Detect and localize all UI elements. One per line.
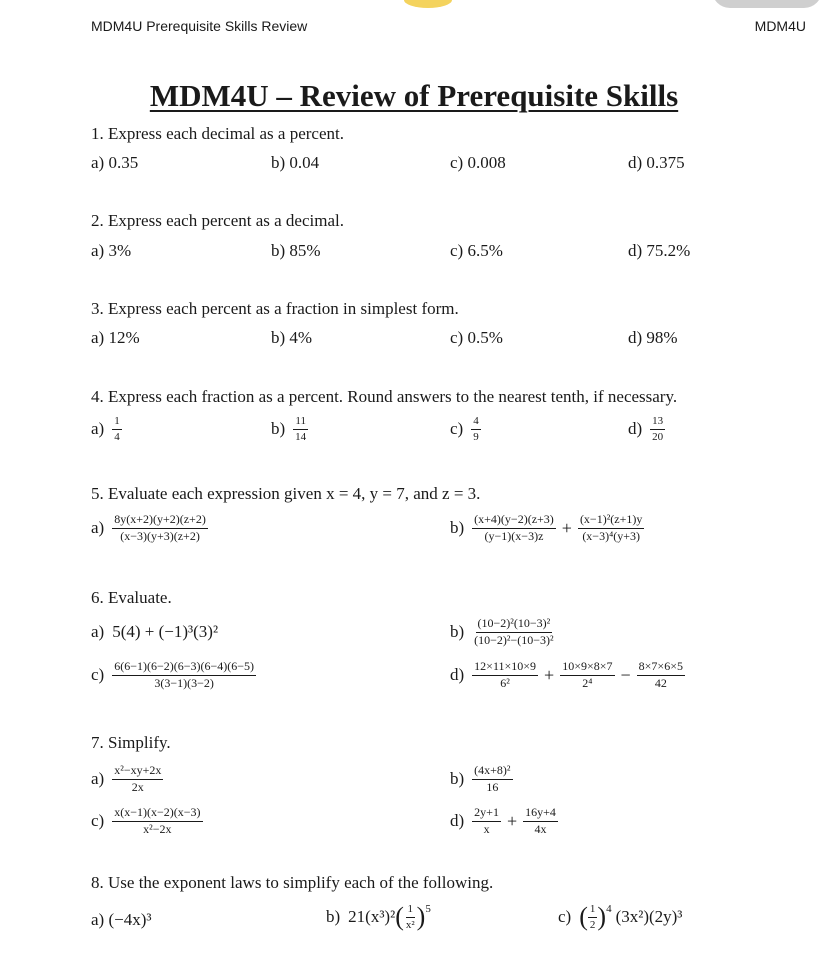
q6-d-label: d) <box>450 665 465 685</box>
q6-c-fraction: $\frac{6(6-1)(6-2)(6-3)(6-4)(6-5)}{3(3-1)(3-2)}$ <box>114 659 255 690</box>
q4-d-label: d) <box>628 419 643 439</box>
q7-item-a <box>91 764 163 795</box>
q6-b-fraction: $\frac{\text{(10−2)²(10−3)²}}{\text{(10−2)²−(10−3)²}}$ <box>474 616 554 647</box>
q7-c-label: c) <box>91 811 105 831</box>
q8-b-fraction: $\frac{1}{\text{x²}}$ <box>405 903 415 931</box>
q6-d-fraction-1: $\frac{12\times 11\times 10\times 9}{\text{6²}}$ <box>474 659 537 690</box>
q2-item-c: c) 6.5% <box>450 241 503 260</box>
q8-c-label: c) <box>558 907 572 927</box>
q4-item-c <box>450 415 481 443</box>
question-4: 4. Express each fraction as a percent. Round answers to the nearest tenth, if necessary. <box>91 387 678 406</box>
page-title: MDM4U – Review of Prerequisite Skills <box>149 78 679 113</box>
q5-b-fraction-2: $\frac{\text{(x−1)²(z+1)y}}{\text{(x−3)⁴(y+3)}}$ <box>579 512 643 543</box>
question-6: 6. Evaluate. <box>91 588 172 607</box>
q1-item-c: c) 0.008 <box>450 153 506 172</box>
q7-d-fraction-1: $\frac{2y+1}{x}$ <box>474 805 499 836</box>
q4-item-b <box>271 415 308 443</box>
q5-b-label: b) <box>450 518 465 538</box>
q6-d-fraction-2: $\frac{10\times 9\times 8\times 7}{\text{2⁴}}$ <box>562 659 613 690</box>
q8-item-b <box>326 903 431 931</box>
q6-d-plus: + <box>544 664 555 685</box>
q7-d-fraction-2: $\frac{16y+4}{4x}$ <box>525 805 556 836</box>
question-1: 1. Express each decimal as a percent. <box>91 124 344 143</box>
q5-a-label: a) <box>91 518 105 538</box>
gray-smudge <box>712 0 822 8</box>
q7-a-fraction: $\frac{\text{x²−xy+2x}}{2x}$ <box>114 763 162 794</box>
q4-item-d <box>628 415 665 443</box>
question-7: 7. Simplify. <box>91 733 171 752</box>
q3-item-b: b) 4% <box>271 328 313 347</box>
q4-b-label: b) <box>271 419 286 439</box>
q2-item-b: b) 85% <box>271 241 321 260</box>
q6-d-fraction-3: $\frac{8\times 7\times 6\times 5}{42}$ <box>638 659 683 690</box>
q8-c-fraction: $\frac{1}{2}$ <box>589 903 596 931</box>
q4-b-fraction: $\frac{11}{14}$ <box>295 415 307 443</box>
q6-a-expression: 5(4) + (−1)³(3)² <box>112 622 219 641</box>
q1-item-b: b) 0.04 <box>271 153 320 172</box>
q8-b-label: b) <box>326 907 341 927</box>
q3-item-a: a) 12% <box>91 328 140 347</box>
q6-item-c <box>91 660 256 691</box>
q6-a-label: a) <box>91 622 105 641</box>
q4-a-label: a) <box>91 419 105 439</box>
q8-item-a: a) (−4x)³ <box>91 910 152 929</box>
question-3: 3. Express each percent as a fraction in simplest form. <box>91 299 459 318</box>
q3-item-d: d) 98% <box>628 328 678 347</box>
q8-item-c <box>558 903 682 931</box>
q8-c-close-paren: ) <box>597 902 607 932</box>
q6-item-b <box>450 617 556 648</box>
q2-item-d: d) 75.2% <box>628 241 691 260</box>
q5-b-plus: + <box>561 517 572 538</box>
question-2: 2. Express each percent as a decimal. <box>91 211 344 230</box>
q4-c-fraction: $\frac{4}{9}$ <box>473 415 479 443</box>
header-left: MDM4U Prerequisite Skills Review <box>91 18 308 34</box>
q8-b-prefix: 21(x³)² <box>348 907 396 927</box>
q8-c-open-paren: ( <box>579 902 588 932</box>
q7-c-fraction: $\frac{x(x-1)(x-2)(x-3)}{\text{x²−2x}}$ <box>114 805 201 836</box>
q7-d-plus: + <box>506 810 518 831</box>
q1-item-d: d) 0.375 <box>628 153 685 172</box>
q4-item-a <box>91 415 122 443</box>
q4-d-fraction: $\frac{13}{20}$ <box>652 415 664 443</box>
q2-item-a: a) 3% <box>91 241 132 260</box>
yellow-smudge <box>404 0 452 8</box>
q7-item-d <box>450 806 558 837</box>
q6-item-d <box>450 660 685 691</box>
header-right: MDM4U <box>754 18 806 34</box>
q8-b-close-paren: ) <box>416 902 426 932</box>
q7-d-label: d) <box>450 811 465 831</box>
q7-b-fraction: $\frac{\text{(4x+8)²}}{16}$ <box>474 763 511 794</box>
q6-item-a <box>91 622 218 642</box>
q5-item-a <box>91 513 208 544</box>
q7-a-label: a) <box>91 769 105 789</box>
q3-item-c: c) 0.5% <box>450 328 503 347</box>
q6-d-minus: − <box>620 664 631 685</box>
q6-b-label: b) <box>450 622 465 642</box>
q8-c-exponent: 4 <box>606 903 612 915</box>
q1-item-a: a) 0.35 <box>91 153 139 172</box>
q5-a-fraction: $\frac{8y(x+2)(y+2)(z+2)}{(x-3)(y+3)(z+2)}$ <box>114 512 206 543</box>
question-5: 5. Evaluate each expression given x = 4, y = 7, and z = 3. <box>91 484 481 503</box>
q8-b-open-paren: ( <box>395 902 404 932</box>
q6-c-label: c) <box>91 665 105 685</box>
q5-b-fraction-1: $\frac{(x+4)(y-2)(z+3)}{(y-1)(x-3)z}$ <box>474 512 554 543</box>
q8-c-suffix: (3x²)(2y)³ <box>615 907 683 927</box>
q4-a-fraction: $\frac{1}{4}$ <box>114 415 120 443</box>
q5-item-b <box>450 513 644 544</box>
q7-item-c <box>91 806 203 837</box>
q8-b-exponent: 5 <box>425 903 431 915</box>
q7-b-label: b) <box>450 769 465 789</box>
q4-c-label: c) <box>450 419 464 439</box>
q7-item-b <box>450 764 513 795</box>
question-8: 8. Use the exponent laws to simplify each of the following. <box>91 873 494 892</box>
